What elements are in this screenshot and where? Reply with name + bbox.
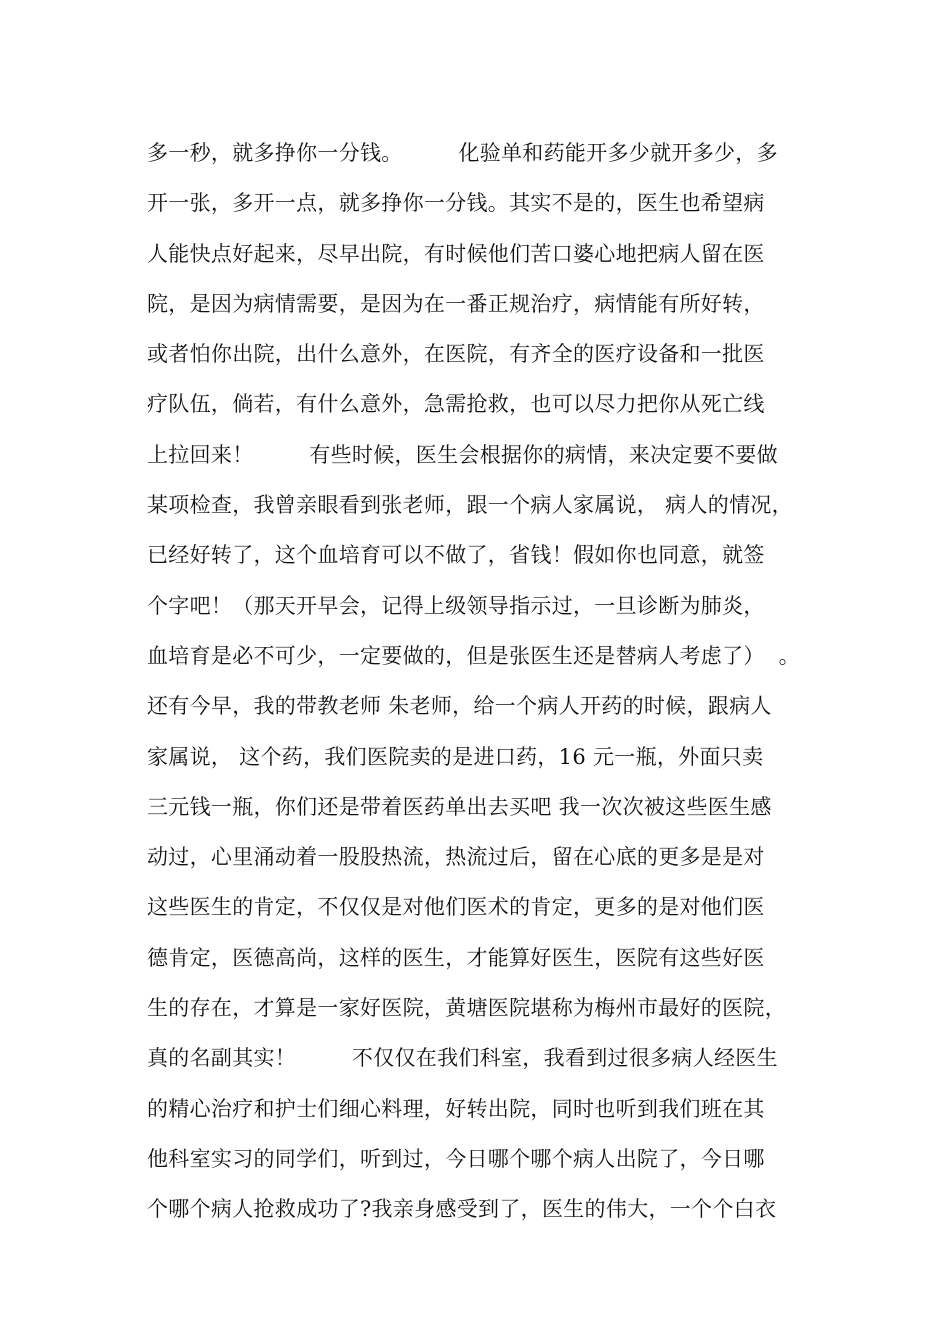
text-line: 的精心治疗和护士们细心料理，好转出院，同时也听到我们班在其 [147,1096,765,1121]
text-line: 三元钱一瓶，你们还是带着医药单出去买吧 我一次次被这些医生感 [147,794,772,819]
text-line: 上拉回来！ 有些时候，医生会根据你的病情，来决定要不要做 [147,442,778,467]
text-line: 生的存在，才算是一家好医院，黄塘医院堪称为梅州市最好的医院， [147,996,786,1021]
body-text [147,132,837,1239]
text-line: 他科室实习的同学们，听到过，今日哪个哪个病人出院了，今日哪 [147,1146,765,1171]
text-line: 院，是因为病情需要，是因为在一番正规治疗，病情能有所好转， [147,291,765,316]
text-line: 个哪个病人抢救成功了?我亲身感受到了，医生的伟大，一个个白衣 [147,1197,777,1222]
text-line: 德肯定，医德高尚，这样的医生，才能算好医生，医院有这些好医 [147,945,765,970]
text-line: 或者怕你出院，出什么意外，在医院，有齐全的医疗设备和一批医 [147,342,765,367]
text-line: 多一秒，就多挣你一分钱。 化验单和药能开多少就开多少，多 [147,141,778,165]
text-line: 动过，心里涌动着一股股热流，热流过后，留在心底的更多是是对 [147,845,765,870]
text-line: 家属说， 这个药，我们医院卖的是进口药，16 元一瓶，外面只卖 [147,744,764,769]
text-line: 个字吧！（那天开早会，记得上级领导指示过，一旦诊断为肺炎， [147,593,765,618]
text-line: 血培育是必不可少，一定要做的，但是张医生还是替病人考虑了） 。 [147,643,800,668]
text-line: 真的名副其实！ 不仅仅在我们科室，我看到过很多病人经医生 [147,1046,778,1071]
text-line: 已经好转了，这个血培育可以不做了，省钱！假如你也同意，就签 [147,543,765,568]
text-line: 疗队伍，倘若，有什么意外，急需抢救，也可以尽力把你从死亡线 [147,392,765,417]
text-line: 人能快点好起来，尽早出院，有时候他们苦口婆心地把病人留在医 [147,241,765,266]
text-line: 还有今早，我的带教老师 朱老师，给一个病人开药的时候，跟病人 [147,694,772,719]
text-line: 开一张，多开一点，就多挣你一分钱。其实不是的，医生也希望病 [147,191,765,216]
text-line: 某项检查，我曾亲眼看到张老师，跟一个病人家属说， 病人的情况， [147,493,793,518]
text-line: 这些医生的肯定，不仅仅是对他们医术的肯定，更多的是对他们医 [147,895,765,920]
